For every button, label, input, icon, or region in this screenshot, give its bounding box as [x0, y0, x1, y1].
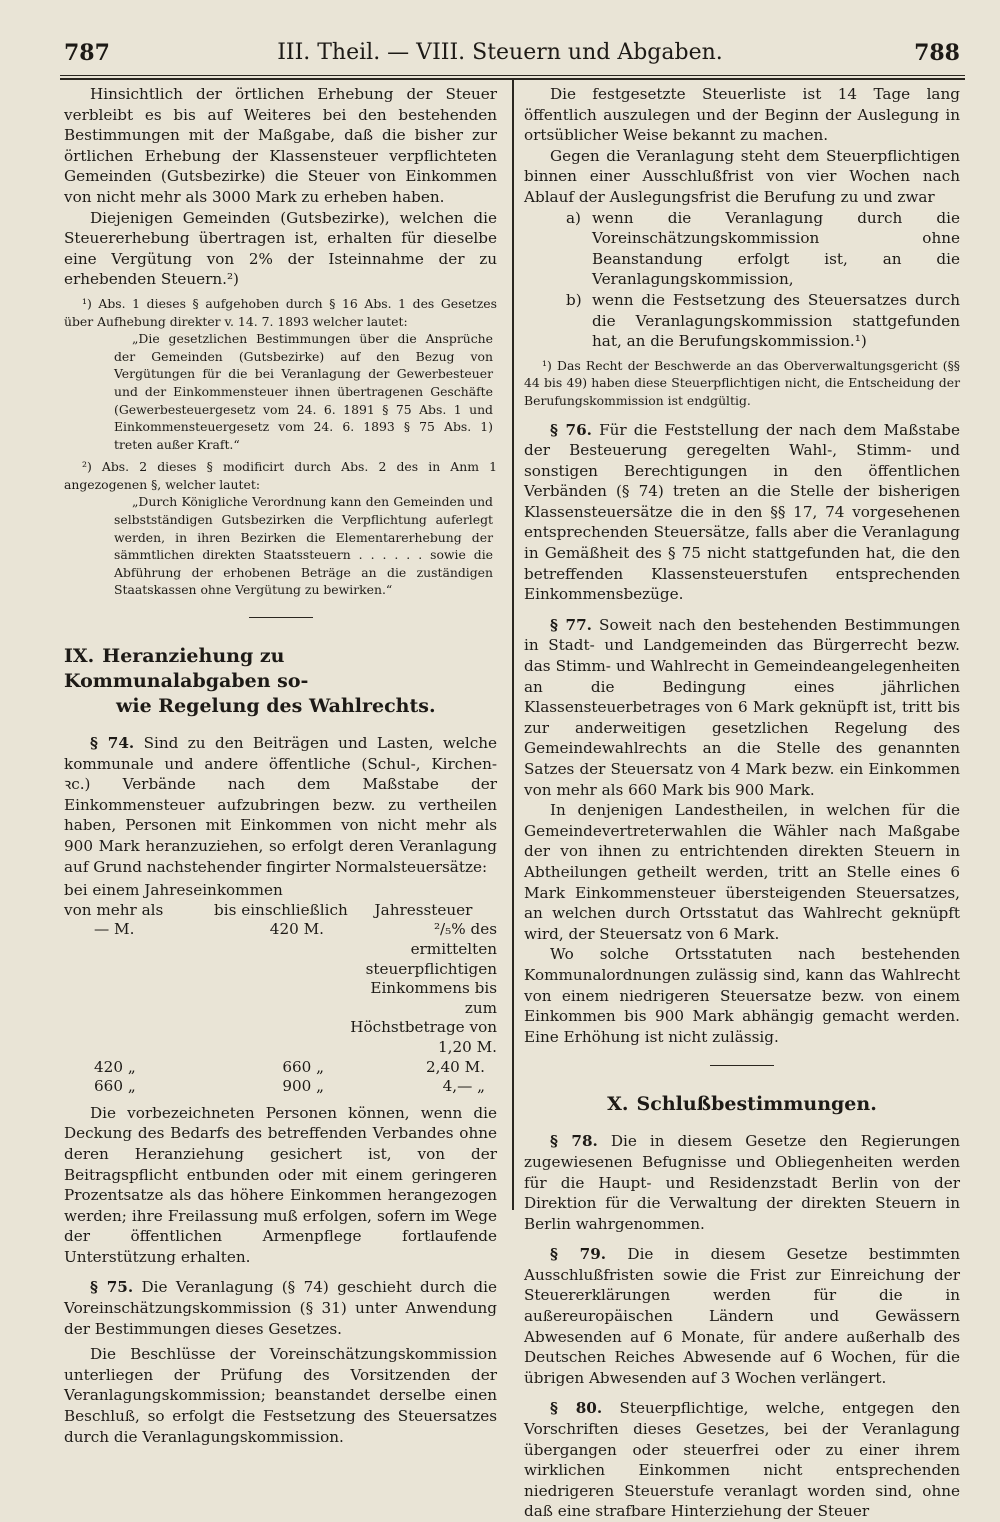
section-number: § 74.	[90, 734, 135, 753]
section-number: § 75.	[90, 1278, 134, 1297]
list-item: a) wenn die Veranlagung durch die Voreinschätzungskommission ohne Beanstandung erfolgt ist, an die Veranlagungskommission,	[566, 208, 960, 289]
heading-number: X.	[607, 1093, 629, 1116]
paragraph: Wo solche Ortsstatuten nach bestehenden Kommunalordnungen zulässig sind, kann das Wahlrecht von einem niedrigeren Steuersatze bezw. von einem Einkommen bis 900 Mark abhängig gemacht werden. Eine Erhöhung ist nicht zulässig.	[524, 945, 960, 1046]
running-header	[0, 38, 1000, 68]
paragraph-s78: § 78. Die in diesem Gesetze den Regierungen zugewiesenen Befugnisse und Obliegenheiten werden für die Haupt- und Residenzstadt Berlin von der Direktion für die Verwaltung der direkten Steuern in Berlin wahrgenommen.	[524, 1132, 961, 1233]
table-header-income: bei einem Jahreseinkommen	[64, 881, 283, 900]
paragraph: Die Beschlüsse der Voreinschätzungskommission unterliegen der Prüfung des Vorsitzenden der Veranlagungskommission; beanstandet derselbe einen Beschluß, so erfolgt die Festsetzung des Steuersatzes durch die Veranlagungskommission.	[64, 1345, 497, 1446]
section-number: § 77.	[550, 615, 592, 634]
header-rule	[60, 75, 965, 76]
page-number-right: 788	[914, 40, 960, 66]
paragraph: Die vorbezeichneten Personen können, wenn die Deckung des Bedarfs des betreffenden Verbandes ohne deren Heranziehung gesichert ist, von der Beitragspflicht entbunden oder mit einem geringeren Prozentsatze als das höhere Einkommen herangezogen werden; ihre Freilassung muß erfolgen, sofern im Wege der öffentlichen Armenpflege fortlaufende Unterstützung erhalten.	[64, 1103, 497, 1266]
list-item: b) wenn die Festsetzung des Steuersatzes durch die Veranlagungskommission stattgefunden hat, an die Berufungskommission.¹)	[566, 290, 960, 351]
section-number: § 80.	[550, 1399, 603, 1418]
paragraph: In denjenigen Landestheilen, in welchen für die Gemeindevertreterwahlen die Wähler nach Maßgabe der von ihnen zu entrichtenden direkten Steuern in Abtheilungen getheilt werden, tritt an Stelle eines 6 Mark Einkommensteuer übersteigenden Steuersatzes, an welchen durch Ortsstatut das Wahlrecht geknüpft wird, der Steuersatz von 6 Mark.	[524, 801, 960, 943]
section-heading-x	[524, 1092, 960, 1117]
section-number: § 79.	[550, 1245, 607, 1264]
table-row: — M. 420 M. ²/₅% des ermittelten steuerpflichtigen Einkommens bis zum Höchstbetrage von 1,20 M.	[94, 920, 497, 1056]
table-row: 420 „ 660 „ 2,40 M.	[94, 1057, 485, 1076]
footnote-2-quote: „Durch Königliche Verordnung kann den Gemeinden und selbstständigen Gutsbezirken die Verpflichtung auferlegt werden, in ihren Bezirken die Elementarerhebung der sämmtlichen direkten Staatssteuern . . . . . . sowie die Abführung der erhobenen Beträge an die zuständigen Staatskassen ohne Vergütung zu bewirken.“	[114, 494, 493, 598]
heading-line-1: Heranziehung zu Kommunalabgaben so-	[64, 645, 309, 693]
paragraph-s76: § 76. Für die Feststellung der nach dem Maßstabe der Besteuerung geregelten Wahl-, Stimm- und sonstigen Berechtigungen in den öffentlichen Verbänden (§ 74) treten an die Stelle der bisherigen Klassensteuersätze die in den §§ 17, 74 vorgesehenen entsprechenden Steuersätze, falls aber die Veranlagung in Gemäßheit des § 75 nicht stattgefunden hat, die den betreffenden Klassensteuerstufen entsprechenden Einkommensbezüge.	[524, 420, 961, 604]
heading-line-2: wie Regelung des Wahlrechts.	[116, 695, 436, 718]
section-number: § 78.	[550, 1132, 598, 1151]
column-divider	[512, 80, 514, 1210]
paragraph: Gegen die Veranlagung steht dem Steuerpflichtigen binnen einer Ausschlußfrist von vier Wochen nach Ablauf der Auslegungsfrist die Berufung zu und zwar	[524, 146, 960, 206]
table-header-from: von mehr als	[64, 900, 164, 919]
left-column	[64, 84, 497, 1447]
footnote-1-quote: „Die gesetzlichen Bestimmungen über die Ansprüche der Gemeinden (Gutsbezirke) auf den Bezug von Vergütungen für die bei Veranlagung der Gewerbesteuer und der Einkommensteuer ihnen übertragenen Geschäfte (Gewerbesteuergesetz vom 24. 6. 1891 § 75 Abs. 1 und Einkommensteuergesetz vom 24. 6. 1893 § 75 Abs. 1) treten außer Kraft.“	[114, 331, 493, 452]
footnote-right: ¹) Das Recht der Beschwerde an das Oberverwaltungsgericht (§§ 44 bis 49) haben diese Steuerpflichtigen nicht, die Entscheidung der Berufungskommission ist endgültig.	[524, 357, 960, 408]
heading-title: Schlußbestimmungen.	[636, 1093, 877, 1116]
section-number: § 76.	[550, 420, 592, 439]
paragraph-s77: § 77. Soweit nach den bestehenden Bestimmungen in Stadt- und Landgemeinden das Bürgerrecht bezw. das Stimm- und Wahlrecht in Gemeindeangelegenheiten an die Bedingung eines jährlichen Klassensteuerbetrages von 6 Mark geknüpft ist, tritt bis zur anderweitigen gesetzlichen Regelung des Gemeindewahlrechts an die Stelle des genannten Satzes der Steuersatz von 4 Mark bezw. ein Einkommen von mehr als 660 Mark bis 900 Mark.	[524, 615, 960, 799]
footnote-1: ¹) Abs. 1 dieses § aufgehoben durch § 16 Abs. 1 des Gesetzes über Aufhebung direkter v. 14. 7. 1893 welcher lautet:	[64, 295, 497, 329]
paragraph-s80: § 80. Steuerpflichtige, welche, entgegen den Vorschriften dieses Gesetzes, bei der Veranlagung übergangen oder steuerfrei oder zu einer ihrem wirklichen Einkommen nicht entsprechenden niedrigeren Steuerstufe veranlagt worden sind, ohne daß eine strafbare Hinterziehung der Steuer	[524, 1399, 960, 1521]
section-divider	[710, 1065, 774, 1066]
appeal-list	[524, 208, 960, 352]
section-heading-ix	[64, 644, 497, 719]
heading-number: IX.	[64, 645, 95, 668]
normal-tax-table	[64, 881, 497, 1097]
paragraph: Hinsichtlich der örtlichen Erhebung der Steuer verbleibt es bis auf Weiteres bei den bestehenden Bestimmungen mit der Maßgabe, daß die bisher zur örtlichen Erhebung der Klassensteuer verpflichteten Gemeinden (Gutsbezirke) die Steuer von Einkommen von nicht mehr als 3000 Mark zu erheben haben.	[64, 85, 497, 206]
table-header-tax: Jahressteuer	[374, 900, 473, 919]
paragraph: Diejenigen Gemeinden (Gutsbezirke), welchen die Steuererhebung übertragen ist, erhalten für dieselbe eine Vergütung von 2% der Isteinnahme der zu erhebenden Steuern.²)	[64, 208, 497, 289]
header-title: III. Theil. — VIII. Steuern und Abgaben.	[277, 40, 723, 65]
paragraph-s79: § 79. Die in diesem Gesetze bestimmten Ausschlußfristen sowie die Frist zur Einreichung der Steuererklärungen werden für die in außereuropäischen Ländern und Gewässern Abwesenden auf 6 Monate, für andere außerhalb des Deutschen Reiches Abwesende auf 6 Wochen, für die übrigen Abwesenden auf 3 Wochen verlängert.	[524, 1245, 961, 1387]
table-row: 660 „ 900 „ 4,— „	[94, 1077, 485, 1096]
table-header-to: bis einschließlich	[214, 900, 348, 919]
page-number-left: 787	[64, 40, 110, 66]
section-divider	[249, 617, 313, 618]
paragraph: Die festgesetzte Steuerliste ist 14 Tage lang öffentlich auszulegen und der Beginn der Auslegung in ortsüblicher Weise bekannt zu machen.	[524, 85, 960, 145]
paragraph-s74: § 74. Sind zu den Beiträgen und Lasten, welche kommunale und andere öffentliche (Schul-, Kirchen- ꝛc.) Verbände nach dem Maßstabe der Einkommensteuer aufzubringen bezw. zu vertheilen haben, Personen mit Einkommen von nicht mehr als 900 Mark heranzuziehen, so erfolgt deren Veranlagung auf Grund nachstehender fingirter Normalsteuersätze:	[64, 734, 498, 876]
footnote-2: ²) Abs. 2 dieses § modificirt durch Abs. 2 des in Anm 1 angezogenen §, welcher lautet:	[64, 459, 497, 492]
right-column	[524, 84, 960, 1522]
paragraph-s75: § 75. Die Veranlagung (§ 74) geschieht durch die Voreinschätzungskommission (§ 31) unter Anwendung der Bestimmungen dieses Gesetzes.	[64, 1278, 497, 1338]
